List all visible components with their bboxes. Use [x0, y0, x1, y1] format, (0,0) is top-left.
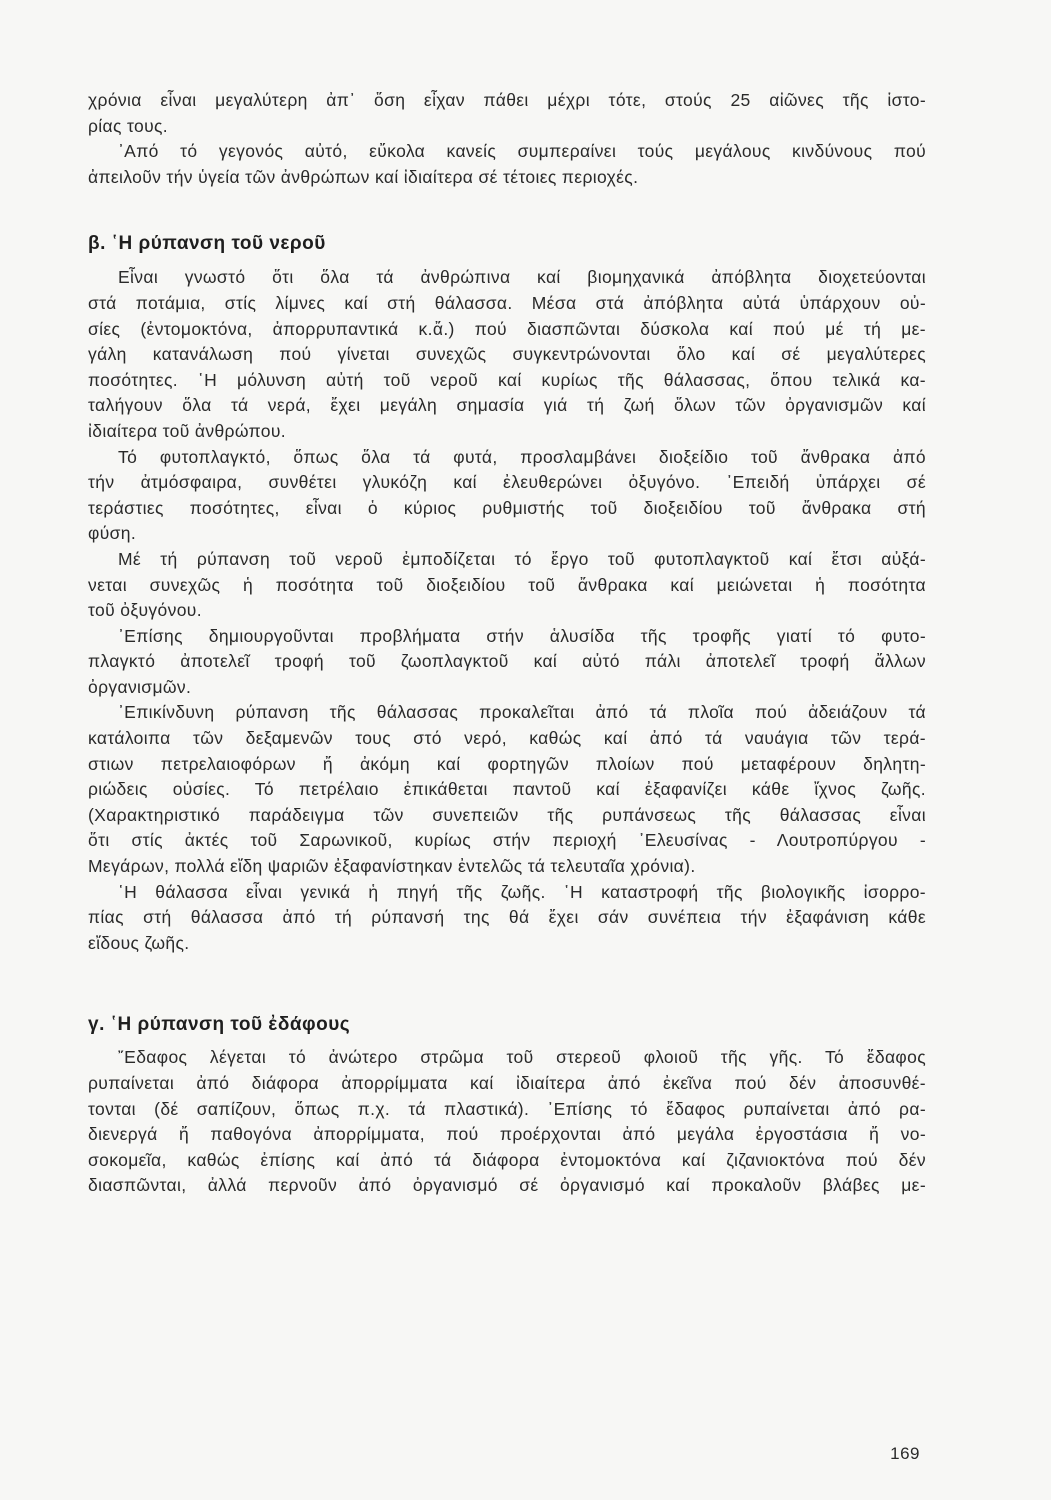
text-line: ταλήγουν ὅλα τά νερά, ἔχει μεγάλη σημασία γιά τή ζωή ὅλων τῶν ὀργανισμῶν καί: [88, 395, 926, 416]
text-line: Τό φυτοπλαγκτό, ὅπως ὅλα τά φυτά, προσλαμβάνει διοξείδιο τοῦ ἄνθρακα ἀπό: [118, 446, 926, 467]
text-line: ᾽Επικίνδυνη ρύπανση τῆς θάλασσας προκαλεῖται ἀπό τά πλοῖα πού ἀδειάζουν τά: [118, 702, 926, 723]
paragraph: [88, 265, 926, 444]
text-line: ἰδιαίτερα τοῦ ἀνθρώπου.: [88, 420, 287, 441]
paragraph: [88, 880, 926, 957]
text-line: ῾Η θάλασσα εἶναι γενικά ἡ πηγή τῆς ζωῆς. ῾Η καταστροφή τῆς βιολογικῆς ἰσορρο-: [118, 881, 926, 902]
text-line: διασπῶνται, ἀλλά περνοῦν ἀπό ὀργανισμό σέ ὀργανισμό καί προκαλοῦν βλάβες με-: [88, 1175, 926, 1196]
text-line: γάλη κατανάλωση πού γίνεται συνεχῶς συγκεντρώνονται ὅλο καί σέ μεγαλύτερες: [88, 344, 926, 365]
paragraph: [88, 1045, 926, 1199]
paragraph: [88, 445, 926, 547]
text-line: ἀπειλοῦν τήν ὑγεία τῶν ἀνθρώπων καί ἰδιαίτερα σέ τέτοιες περιοχές.: [88, 166, 639, 187]
text-line: Μεγάρων, πολλά εἴδη ψαριῶν ἐξαφανίστηκαν ἐντελῶς τά τελευταῖα χρόνια).: [88, 856, 696, 877]
text-line: ρίας τους.: [88, 115, 169, 136]
text-line: ᾽Επίσης δημιουργοῦνται προβλήματα στήν ἁλυσίδα τῆς τροφῆς γιατί τό φυτο-: [118, 625, 926, 646]
text-line: Εἶναι γνωστό ὅτι ὅλα τά ἀνθρώπινα καί βιομηχανικά ἀπόβλητα διοχετεύονται: [118, 267, 926, 288]
text-line: ᾽Από τό γεγονός αὐτό, εὔκολα κανείς συμπεραίνει τούς μεγάλους κινδύνους πού: [118, 141, 926, 162]
text-line: ὀργανισμῶν.: [88, 676, 192, 697]
text-line: πλαγκτό ἀποτελεῖ τροφή τοῦ ζωοπλαγκτοῦ καί αὐτό πάλι ἀποτελεῖ τροφή ἄλλων: [88, 651, 926, 672]
text-line: τονται (δέ σαπίζουν, ὅπως π.χ. τά πλαστικά). ᾽Επίσης τό ἔδαφος ρυπαίνεται ἀπό ρα-: [88, 1098, 926, 1119]
text-line: Μέ τή ρύπανση τοῦ νεροῦ ἐμποδίζεται τό ἔργο τοῦ φυτοπλαγκτοῦ καί ἔτσι αὐξά-: [118, 548, 926, 569]
intro-paragraph-continued: [88, 88, 926, 139]
text-line: εἴδους ζωῆς.: [88, 932, 190, 953]
page-number: 169: [890, 1444, 920, 1463]
intro-paragraph-2: [88, 139, 926, 190]
text-line: στά ποτάμια, στίς λίμνες καί στή θάλασσα. Μέσα στά ἀπόβλητα αὐτά ὑπάρχουν οὐ-: [88, 292, 926, 313]
text-line: σοκομεῖα, καθώς ἐπίσης καί ἀπό τά διάφορα ἐντομοκτόνα καί ζιζανιοκτόνα πού δέν: [88, 1149, 926, 1170]
text-line: τοῦ ὀξυγόνου.: [88, 600, 202, 621]
paragraph: [88, 624, 926, 701]
paragraph: [88, 700, 926, 879]
text-line: τήν ἀτμόσφαιρα, συνθέτει γλυκόζη καί ἐλευθερώνει ὀξυγόνο. ᾽Επειδή ὑπάρχει σέ: [88, 472, 926, 493]
section-heading-water-pollution: β. ῾Η ρύπανση τοῦ νεροῦ: [88, 233, 326, 255]
text-line: πίας στή θάλασσα ἀπό τή ρύπανσή της θά ἔχει σάν συνέπεια τήν ἐξαφάνιση κάθε: [88, 907, 926, 928]
page-body: [88, 88, 926, 1199]
text-line: νεται συνεχῶς ἡ ποσότητα τοῦ διοξειδίου τοῦ ἄνθρακα καί μειώνεται ἡ ποσότητα: [88, 574, 926, 595]
text-line: σίες (ἐντομοκτόνα, ἀπορρυπαντικά κ.ἄ.) πού διασπῶνται δύσκολα καί πού μέ τή με-: [88, 318, 926, 339]
text-line: (Χαρακτηριστικό παράδειγμα τῶν συνεπειῶν τῆς ρυπάνσεως τῆς θάλασσας εἶναι: [88, 804, 926, 825]
text-line: ρυπαίνεται ἀπό διάφορα ἀπορρίμματα καί ἰδιαίτερα ἀπό ἐκεῖνα πού δέν ἀποσυνθέ-: [88, 1073, 926, 1093]
text-line: κατάλοιπα τῶν δεξαμενῶν τους στό νερό, καθώς καί ἀπό τά ναυάγια τῶν τερά-: [88, 728, 926, 749]
text-line: τεράστιες ποσότητες, εἶναι ὁ κύριος ρυθμιστής τοῦ διοξειδίου τοῦ ἄνθρακα στή: [88, 497, 926, 518]
text-line: ποσότητες. ῾Η μόλυνση αὐτή τοῦ νεροῦ καί κυρίως τῆς θάλασσας, ὅπου τελικά κα-: [88, 369, 926, 390]
text-line: χρόνια εἶναι μεγαλύτερη ἀπ᾽ ὅση εἶχαν πάθει μέχρι τότε, στούς 25 αἰῶνες τῆς ἱστο-: [88, 90, 926, 110]
text-line: φύση.: [88, 523, 137, 544]
text-line: ριώδεις οὐσίες. Τό πετρέλαιο ἐπικάθεται παντοῦ καί ἐξαφανίζει κάθε ἴχνος ζωῆς.: [88, 779, 926, 800]
text-line: ὅτι στίς ἀκτές τοῦ Σαρωνικοῦ, κυρίως στήν περιοχή ᾽Ελευσίνας - Λουτροπύργου -: [88, 830, 926, 851]
section-heading-soil-pollution: γ. ῾Η ρύπανση τοῦ ἐδάφους: [88, 1014, 351, 1036]
paragraph: [88, 547, 926, 624]
text-line: στιων πετρελαιοφόρων ἤ ἀκόμη καί φορτηγῶν πλοίων πού μεταφέρουν δηλητη-: [88, 753, 926, 774]
text-line: ῎Εδαφος λέγεται τό ἀνώτερο στρῶμα τοῦ στερεοῦ φλοιοῦ τῆς γῆς. Τό ἔδαφος: [118, 1047, 926, 1068]
text-line: διενεργά ἤ παθογόνα ἀπορρίμματα, πού προέρχονται ἀπό μεγάλα ἐργοστάσια ἤ νο-: [88, 1124, 926, 1145]
